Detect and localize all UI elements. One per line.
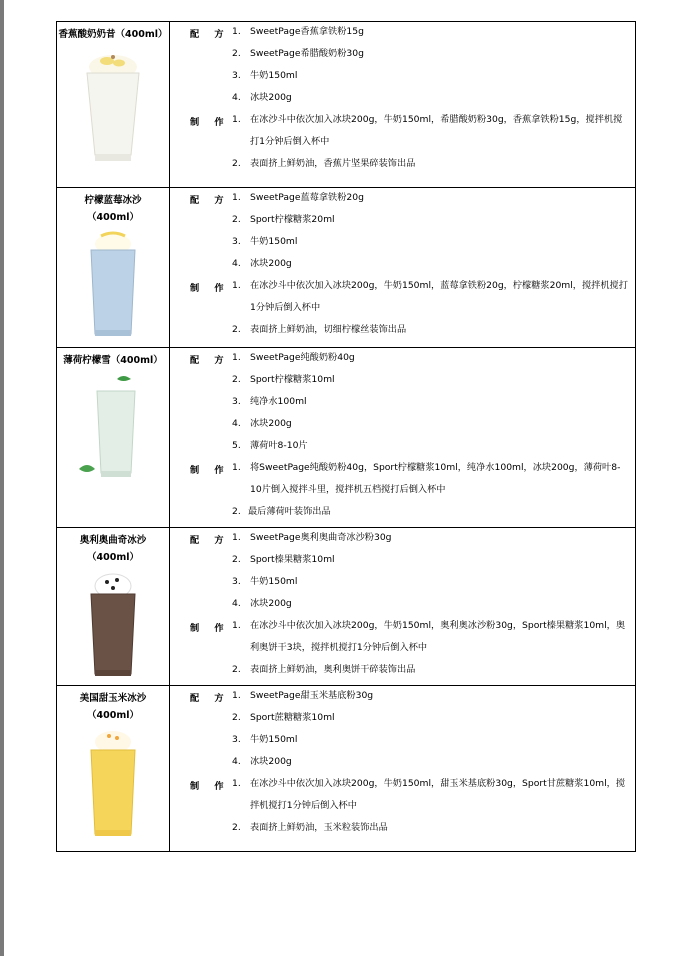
drink-image xyxy=(83,570,143,680)
method-step: 在冰沙斗中依次加入冰块200g，牛奶150ml，甜玉米基底粉30g，Sport甘蔗糖浆10ml，搅拌机搅打1分钟后倒入杯中 xyxy=(250,778,626,811)
ingredient: 冰块200g xyxy=(250,418,292,429)
ingredient: 冰块200g xyxy=(250,92,292,103)
ingredient: 牛奶150ml xyxy=(250,236,298,247)
recipe-label: 配 方 xyxy=(190,693,230,704)
item-number: 4. xyxy=(232,258,241,269)
ingredient: 冰块200g xyxy=(250,756,292,767)
ingredient: 牛奶150ml xyxy=(250,70,298,81)
item-number: 2. xyxy=(232,554,241,565)
product-name xyxy=(57,22,169,43)
method-step: 将SweetPage纯酸奶粉40g，Sport柠檬糖浆10ml，纯净水100ml，冰块200g，薄荷叶8-10片倒入搅拌斗里，搅拌机五档搅打后倒入杯中 xyxy=(250,462,621,495)
recipe-content xyxy=(170,22,636,188)
ingredient: SweetPage希腊酸奶粉30g xyxy=(250,48,364,59)
method-label: 制 作 xyxy=(190,781,230,792)
item-number: 4. xyxy=(232,92,241,103)
recipe-label: 配 方 xyxy=(190,29,230,40)
method-label: 制 作 xyxy=(190,623,230,634)
product-name-text: 柠檬蓝莓冰沙 xyxy=(84,195,142,206)
item-number: 2. xyxy=(232,664,241,675)
ingredient: 冰块200g xyxy=(250,598,292,609)
drink-image xyxy=(73,373,153,483)
recipe-content xyxy=(170,686,636,852)
item-number: 3. xyxy=(232,734,241,745)
recipe-row xyxy=(57,22,636,188)
item-number: 3. xyxy=(232,396,241,407)
product-size: （400ml） xyxy=(87,552,139,563)
item-number: 2. xyxy=(232,374,241,385)
ingredient: 纯净水100ml xyxy=(250,396,307,407)
method-label: 制 作 xyxy=(190,465,230,476)
item-number: 1. xyxy=(232,620,241,631)
item-number: 4. xyxy=(232,756,241,767)
recipe-label: 配 方 xyxy=(190,535,230,546)
product-name-text: 美国甜玉米冰沙 xyxy=(79,693,147,704)
ingredient: SweetPage纯酸奶粉40g xyxy=(250,352,355,363)
method-step: 表面挤上鲜奶油，切细柠檬丝装饰出品 xyxy=(250,324,407,335)
product-name-text: 香蕉酸奶奶昔（400ml） xyxy=(58,29,168,40)
recipe-row xyxy=(57,188,636,348)
method-step: 表面挤上鲜奶油，奥利奥饼干碎装饰出品 xyxy=(250,664,416,675)
product-size: （400ml） xyxy=(87,710,139,721)
item-number: 2. xyxy=(232,712,241,723)
drink-image xyxy=(83,230,143,340)
product-name-text: 薄荷柠檬雪（400ml） xyxy=(63,355,163,366)
item-number: 1. xyxy=(232,26,241,37)
item-number: 1. xyxy=(232,280,241,291)
item-number: 4. xyxy=(232,598,241,609)
ingredient: Sport蔗糖糖浆10ml xyxy=(250,712,335,723)
recipe-content xyxy=(170,188,636,348)
recipe-label: 配 方 xyxy=(190,355,230,366)
method-step: 在冰沙斗中依次加入冰块200g，牛奶150ml，奥利奥冰沙粉30g，Sport榛果糖浆10ml，奥利奥饼干3块，搅拌机搅打1分钟后倒入杯中 xyxy=(250,620,626,653)
item-number: 3. xyxy=(232,236,241,247)
product-name xyxy=(57,188,169,226)
item-number: 2. xyxy=(232,48,241,59)
drink-image xyxy=(83,728,143,840)
recipe-label: 配 方 xyxy=(190,195,230,206)
item-number: 1. xyxy=(232,352,241,363)
item-number: 5. xyxy=(232,440,241,451)
item-number: 3. xyxy=(232,576,241,587)
method-step: 表面挤上鲜奶油，玉米粒装饰出品 xyxy=(250,822,388,833)
ingredient: Sport柠檬糖浆10ml xyxy=(250,374,335,385)
ingredient: SweetPage蓝莓拿铁粉20g xyxy=(250,192,364,203)
product-size: （400ml） xyxy=(87,212,139,223)
ingredient: 冰块200g xyxy=(250,258,292,269)
product-name xyxy=(57,686,169,724)
item-number: 1. xyxy=(232,192,241,203)
method-step: 最后薄荷叶装饰出品 xyxy=(248,506,331,517)
ingredient: 牛奶150ml xyxy=(250,576,298,587)
product-cell xyxy=(57,528,170,686)
item-number: 1. xyxy=(232,532,241,543)
recipe-content xyxy=(170,348,636,528)
method-label: 制 作 xyxy=(190,283,230,294)
item-number: 2. xyxy=(232,822,241,833)
item-number: 1. xyxy=(232,778,241,789)
item-number: 2. xyxy=(232,506,241,517)
drink-image xyxy=(77,47,149,165)
item-number: 2. xyxy=(232,158,241,169)
ingredient: 牛奶150ml xyxy=(250,734,298,745)
item-number: 4. xyxy=(232,418,241,429)
recipe-content xyxy=(170,528,636,686)
product-cell xyxy=(57,348,170,528)
item-number: 1. xyxy=(232,690,241,701)
item-number: 2. xyxy=(232,214,241,225)
product-cell xyxy=(57,188,170,348)
product-name xyxy=(57,348,169,369)
product-name xyxy=(57,528,169,566)
item-number: 3. xyxy=(232,70,241,81)
recipe-row xyxy=(57,686,636,852)
method-label: 制 作 xyxy=(190,117,230,128)
ingredient: Sport柠檬糖浆20ml xyxy=(250,214,335,225)
ingredient: SweetPage香蕉拿铁粉15g xyxy=(250,26,364,37)
method-step: 在冰沙斗中依次加入冰块200g，牛奶150ml，蓝莓拿铁粉20g，柠檬糖浆20ml，搅拌机搅打1分钟后倒入杯中 xyxy=(250,280,628,313)
recipe-table xyxy=(56,21,636,852)
ingredient: SweetPage甜玉米基底粉30g xyxy=(250,690,374,701)
recipe-row xyxy=(57,528,636,686)
product-cell xyxy=(57,22,170,188)
item-number: 1. xyxy=(232,462,241,473)
method-step: 表面挤上鲜奶油，香蕉片坚果碎装饰出品 xyxy=(250,158,416,169)
item-number: 2. xyxy=(232,324,241,335)
method-step: 在冰沙斗中依次加入冰块200g，牛奶150ml，希腊酸奶粉30g，香蕉拿铁粉15g，搅拌机搅打1分钟后倒入杯中 xyxy=(250,114,623,147)
ingredient: 薄荷叶8-10片 xyxy=(250,440,308,451)
document-page xyxy=(4,0,682,956)
product-name-text: 奥利奥曲奇冰沙 xyxy=(79,535,147,546)
recipe-row xyxy=(57,348,636,528)
product-cell xyxy=(57,686,170,852)
item-number: 1. xyxy=(232,114,241,125)
ingredient: Sport榛果糖浆10ml xyxy=(250,554,335,565)
ingredient: SweetPage奥利奥曲奇冰沙粉30g xyxy=(250,532,392,543)
